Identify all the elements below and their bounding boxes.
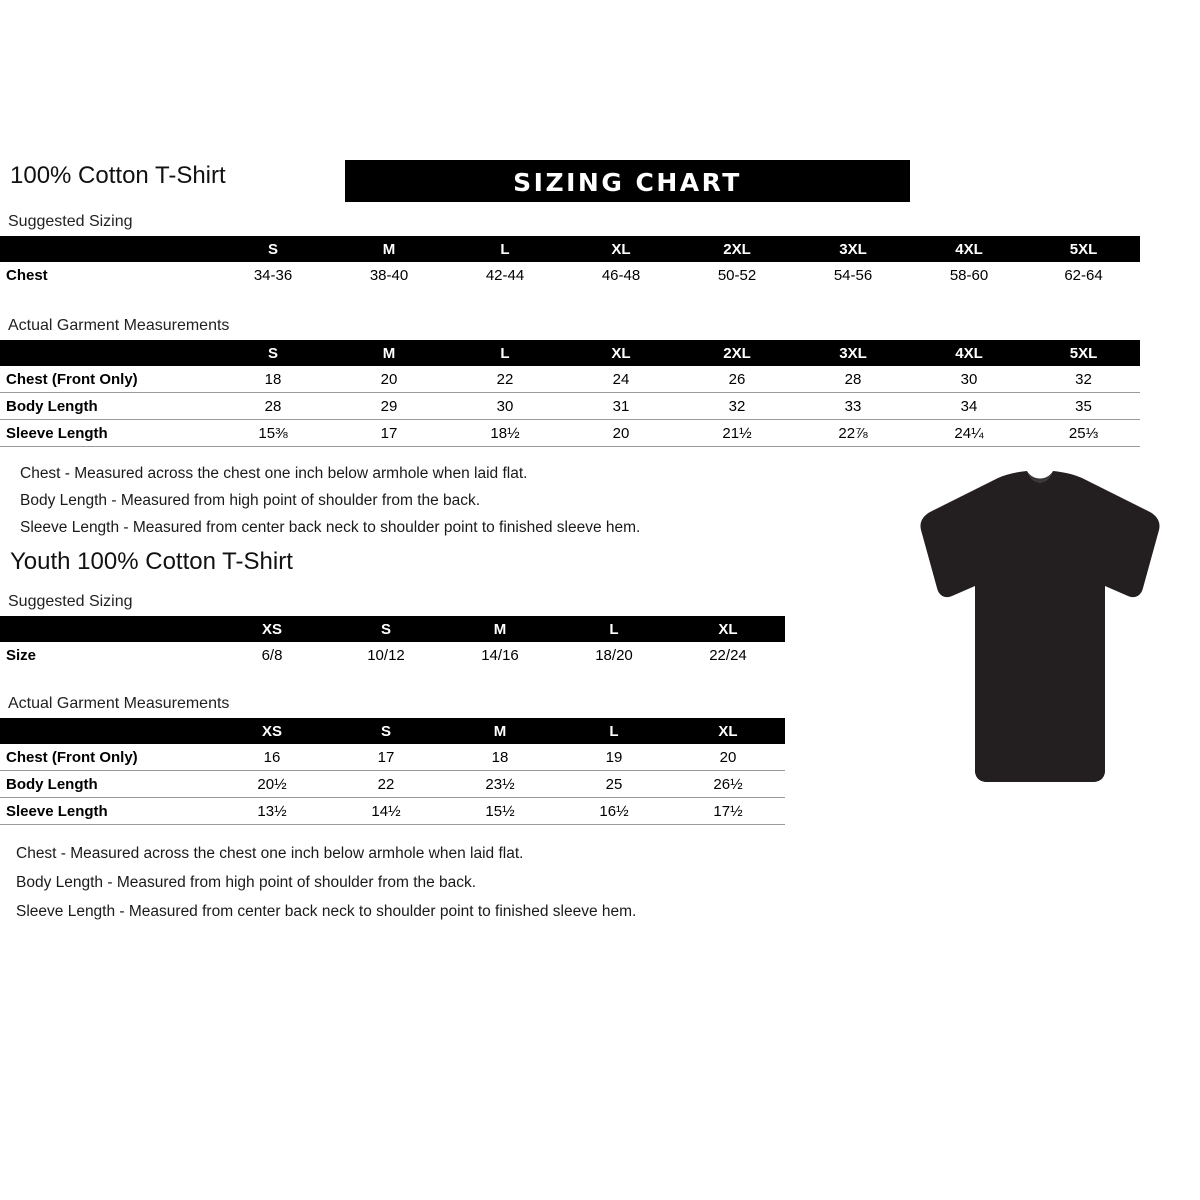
cell: 15½ [443,798,557,825]
cell: 26 [679,366,795,393]
adult-note-body-length: Body Length - Measured from high point of shoulder from the back. [20,492,481,509]
cell: 26½ [671,771,785,798]
cell: 17 [331,420,447,447]
row-label: Body Length [0,393,215,420]
cell: 20 [331,366,447,393]
table-header-row [0,236,1140,262]
column-header: 2XL [723,240,751,258]
sizing-chart-banner-label: SIZING CHART [513,168,742,197]
table-row [0,798,785,825]
cell: 18 [443,744,557,771]
cell: 33 [795,393,911,420]
column-header: 3XL [839,240,867,258]
youth-suggested-sizing-table [0,616,785,668]
cell: 22 [447,366,563,393]
row-label: Chest (Front Only) [0,366,215,393]
row-label: Chest (Front Only) [0,744,215,771]
adult-suggested-sizing-label: Suggested Sizing [8,213,133,230]
table-row [0,744,785,771]
column-header: M [382,240,396,258]
cell: 22/24 [671,642,785,668]
cell: 20½ [215,771,329,798]
cell: 34 [911,393,1027,420]
cell: 29 [331,393,447,420]
cell: 38-40 [331,262,447,288]
table-header-row [0,718,785,744]
cell: 17½ [671,798,785,825]
column-header: 4XL [955,240,983,258]
adult-suggested-sizing-table [0,236,1140,288]
cell: 13½ [215,798,329,825]
table-row [0,366,1140,393]
cell: 10/12 [329,642,443,668]
cell: 34-36 [215,262,331,288]
table-row [0,420,1140,447]
cell: 28 [215,393,331,420]
column-header: S [267,344,278,362]
cell: 20 [563,420,679,447]
youth-section-title: Youth 100% Cotton T-Shirt [10,548,293,575]
table-header-row [0,616,785,642]
cell: 50-52 [679,262,795,288]
corner-cell [0,616,215,642]
adult-actual-measurements-table [0,340,1140,447]
corner-cell [0,236,215,262]
cell: 42-44 [447,262,563,288]
cell: 6/8 [215,642,329,668]
cell: 31 [563,393,679,420]
adult-note-chest: Chest - Measured across the chest one inch below armhole when laid flat. [20,465,528,482]
column-header: XL [611,240,631,258]
page-title: 100% Cotton T-Shirt [10,162,226,189]
row-label: Body Length [0,771,215,798]
cell: 18 [215,366,331,393]
cell: 30 [911,366,1027,393]
column-header: 3XL [839,344,867,362]
sizing-chart-banner [345,160,910,202]
column-header: XL [718,620,738,638]
column-header: M [493,722,507,740]
column-header: 2XL [723,344,751,362]
column-header: XL [718,722,738,740]
cell: 18½ [447,420,563,447]
adult-actual-measurements-label: Actual Garment Measurements [8,317,230,334]
column-header: L [609,620,619,638]
cell: 16 [215,744,329,771]
row-label: Chest [0,262,215,288]
column-header: 5XL [1069,344,1098,362]
cell: 14½ [329,798,443,825]
column-header: L [500,240,510,258]
tshirt-icon [895,470,1185,810]
column-header: S [380,722,391,740]
cell: 28 [795,366,911,393]
cell: 18/20 [557,642,671,668]
youth-note-sleeve-length: Sleeve Length - Measured from center back neck to shoulder point to finished sleeve hem. [16,903,637,920]
column-header: L [500,344,510,362]
cell: 22 [329,771,443,798]
column-header: 4XL [955,344,983,362]
cell: 14/16 [443,642,557,668]
cell: 19 [557,744,671,771]
column-header: M [382,344,396,362]
row-label: Size [0,642,215,668]
column-header: XL [611,344,631,362]
column-header: L [609,722,619,740]
cell: 21½ [679,420,795,447]
youth-actual-measurements-table [0,718,785,825]
row-label: Sleeve Length [0,420,215,447]
table-header-row [0,340,1140,366]
cell: 62-64 [1027,262,1140,288]
cell: 35 [1027,393,1140,420]
cell: 32 [1027,366,1140,393]
cell: 22⅞ [795,420,911,447]
cell: 25 [557,771,671,798]
cell: 32 [679,393,795,420]
cell: 16½ [557,798,671,825]
table-row [0,771,785,798]
cell: 58-60 [911,262,1027,288]
column-header: XS [261,620,282,638]
column-header: S [267,240,278,258]
cell: 24¼ [911,420,1027,447]
cell: 17 [329,744,443,771]
title-row [10,160,900,200]
adult-note-sleeve-length: Sleeve Length - Measured from center back neck to shoulder point to finished sleeve hem. [20,519,641,536]
cell: 15⅜ [215,420,331,447]
youth-actual-measurements-label: Actual Garment Measurements [8,695,230,712]
table-row [0,393,1140,420]
row-label: Sleeve Length [0,798,215,825]
cell: 20 [671,744,785,771]
column-header: 5XL [1069,240,1098,258]
column-header: M [493,620,507,638]
cell: 24 [563,366,679,393]
column-header: S [380,620,391,638]
cell: 54-56 [795,262,911,288]
youth-note-chest: Chest - Measured across the chest one inch below armhole when laid flat. [16,845,524,862]
cell: 25⅓ [1027,420,1140,447]
corner-cell [0,340,215,366]
tshirt-illustration [895,470,1185,810]
column-header: XS [261,722,282,740]
table-row [0,642,785,668]
youth-note-body-length: Body Length - Measured from high point of shoulder from the back. [16,874,477,891]
cell: 30 [447,393,563,420]
cell: 46-48 [563,262,679,288]
youth-suggested-sizing-label: Suggested Sizing [8,593,133,610]
table-row [0,262,1140,288]
corner-cell [0,718,215,744]
cell: 23½ [443,771,557,798]
